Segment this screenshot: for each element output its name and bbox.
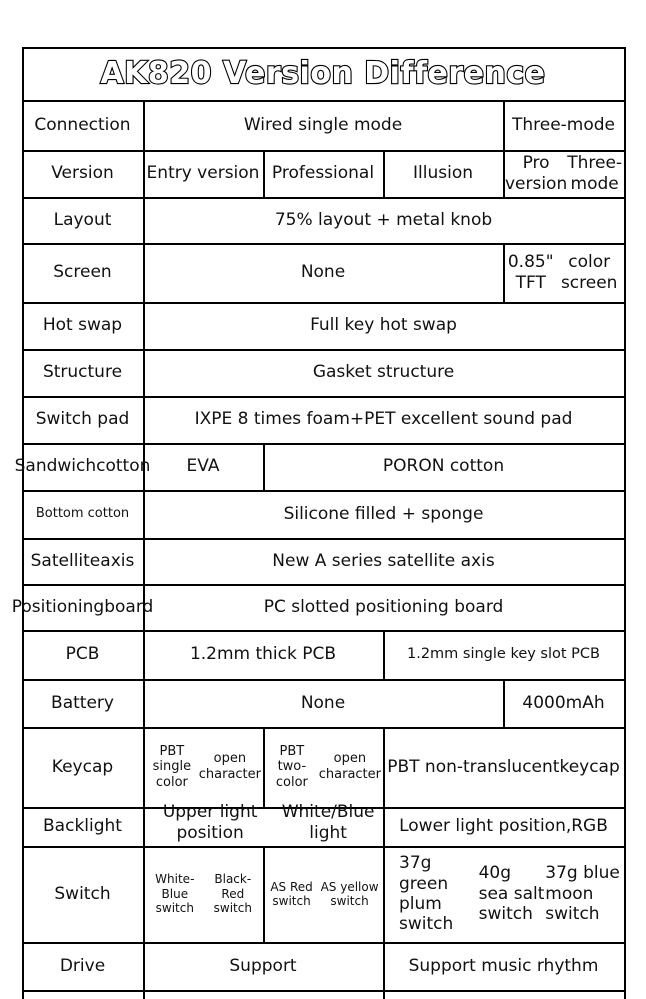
cell-version-illusion — [383, 150, 503, 197]
cell-version-entry-line-1: Entry version — [146, 163, 260, 184]
cell-keycap-single-line-2: open character — [198, 751, 262, 782]
row-label-pcb-line-1: PCB — [65, 644, 100, 665]
row-label-positioning-line-2: board — [104, 596, 154, 617]
row-label-backlight — [22, 807, 143, 846]
cell-layout-value — [143, 197, 624, 243]
cell-switch-as-line-2: AS yellow switch — [320, 879, 379, 908]
row-label-switch-pad-line-1: Switch pad — [35, 409, 130, 430]
cell-sandwich-eva — [143, 443, 263, 490]
cell-keycap-two-line-1: PBT two-color — [275, 743, 308, 790]
row-label-satellite-line-2: axis — [100, 550, 135, 571]
row-label-keycap-line-1: Keycap — [51, 756, 114, 777]
row-label-sandwich — [14, 443, 151, 490]
cell-structure-value — [143, 349, 624, 396]
cell-keycap-non-line-1: PBT non-translucent — [387, 756, 560, 777]
cell-switch-wb-line-2: Black-Red switch — [213, 872, 252, 916]
cell-pcb-slot — [383, 630, 624, 679]
cell-battery-none-line-1: None — [300, 692, 346, 713]
cell-version-professional-line-1: Professional — [271, 163, 375, 184]
cell-structure-value-line-1: Gasket structure — [312, 362, 455, 383]
row-label-backlight-line-1: Backlight — [43, 816, 122, 837]
cell-backlight-upper-line-2: White/Blue light — [281, 802, 375, 843]
row-label-keycap — [22, 727, 143, 807]
row-rule — [22, 990, 626, 992]
cell-connection-wired — [143, 100, 503, 150]
cell-backlight-upper-line-1: Upper light position — [162, 802, 258, 843]
row-label-switch — [22, 846, 143, 942]
cell-version-pro-three-line-1: Pro version — [504, 153, 568, 194]
cell-battery-value — [503, 679, 624, 727]
cell-switch-wb — [143, 846, 263, 942]
cell-switch-list — [383, 846, 624, 942]
row-label-bottom-cotton-line-1: Bottom cotton — [35, 506, 130, 522]
cell-backlight-lower — [383, 807, 624, 846]
row-label-sandwich-line-1: Sandwich — [14, 456, 97, 477]
cell-switch-list-line-3: 37g blue moon switch — [545, 863, 620, 925]
cell-keycap-two-line-2: open character — [318, 751, 382, 782]
cell-keycap-two — [263, 727, 383, 807]
cell-version-pro-three — [503, 150, 624, 197]
cell-switch-as — [263, 846, 383, 942]
cell-keycap-non — [383, 727, 624, 807]
row-label-satellite — [22, 538, 143, 584]
cell-pcb-thick — [143, 630, 383, 679]
cell-switch-list-line-1: 37g green plum switch — [399, 853, 454, 935]
cell-battery-none — [143, 679, 503, 727]
cell-drive-support-line-1: Support — [229, 955, 297, 976]
cell-hot-swap-value — [143, 302, 624, 349]
row-label-positioning — [11, 584, 154, 630]
row-label-structure-line-1: Structure — [42, 362, 123, 383]
cell-keycap-single-line-1: PBT single color — [152, 743, 192, 790]
row-label-drive-line-1: Drive — [59, 955, 106, 976]
cell-battery-value-line-1: 4000mAh — [522, 692, 605, 713]
cell-pcb-thick-line-1: 1.2mm thick PCB — [189, 644, 337, 665]
cell-connection-wired-line-1: Wired single mode — [243, 114, 403, 135]
row-label-screen — [22, 243, 143, 302]
cell-screen-none — [143, 243, 503, 302]
cell-backlight-upper — [143, 799, 383, 846]
row-label-structure — [22, 349, 143, 396]
row-label-layout-line-1: Layout — [53, 209, 112, 230]
row-label-hot-swap — [22, 302, 143, 349]
row-label-version-line-1: Version — [51, 163, 114, 184]
cell-screen-none-line-1: None — [300, 262, 346, 283]
row-label-positioning-line-1: Positioning — [11, 596, 105, 617]
cell-backlight-lower-line-1: Lower light position,RGB — [399, 816, 608, 837]
row-label-bottom-cotton — [22, 490, 143, 538]
cell-hot-swap-value-line-1: Full key hot swap — [310, 315, 457, 336]
row-label-hot-swap-line-1: Hot swap — [42, 315, 123, 336]
right-border — [624, 47, 626, 999]
cell-sandwich-eva-line-1: EVA — [186, 456, 220, 477]
row-label-layout — [22, 197, 143, 243]
table-title: AK820 Version Difference — [100, 55, 546, 91]
row-label-connection — [22, 100, 143, 150]
cell-screen-tft — [503, 243, 624, 302]
cell-connection-three-line-1: Three-mode — [511, 114, 616, 135]
cell-switch-pad-value — [143, 396, 624, 443]
row-label-version — [22, 150, 143, 197]
row-label-screen-line-1: Screen — [53, 262, 112, 283]
cell-switch-pad-value-line-1: IXPE 8 times foam+PET excellent sound pad — [194, 409, 573, 430]
cell-bottom-value-line-1: Silicone filled + sponge — [283, 503, 484, 524]
cell-sandwich-poron-line-1: PORON cotton — [382, 456, 505, 477]
row-label-sandwich-line-2: cotton — [96, 456, 151, 477]
cell-satellite-value-line-1: New A series satellite axis — [272, 550, 495, 571]
row-label-battery — [22, 679, 143, 727]
cell-connection-three — [503, 100, 624, 150]
row-label-connection-line-1: Connection — [34, 114, 131, 135]
row-label-switch-line-1: Switch — [54, 883, 111, 904]
cell-layout-value-line-1: 75% layout + metal knob — [274, 209, 493, 230]
cell-switch-list-line-2: 40g sea salt switch — [478, 863, 545, 925]
cell-drive-music-line-1: Support music rhythm — [408, 955, 599, 976]
cell-drive-music — [383, 942, 624, 990]
cell-drive-support — [143, 942, 383, 990]
row-label-pcb — [22, 630, 143, 679]
row-label-battery-line-1: Battery — [51, 692, 114, 713]
cell-positioning-value-line-1: PC slotted positioning board — [263, 596, 504, 617]
cell-keycap-non-line-2: keycap — [559, 756, 620, 777]
cell-bottom-value — [143, 490, 624, 538]
cell-keycap-single — [143, 727, 263, 807]
cell-version-illusion-line-1: Illusion — [413, 163, 473, 184]
cell-screen-tft-line-2: color screen — [560, 252, 618, 293]
cell-version-pro-three-line-2: Three-mode — [567, 153, 623, 194]
row-label-switch-pad — [22, 396, 143, 443]
cell-switch-wb-line-1: White-Blue switch — [155, 872, 195, 916]
cell-switch-as-line-1: AS Red switch — [270, 879, 313, 908]
row-label-drive — [22, 942, 143, 990]
cell-screen-tft-line-1: 0.85" TFT — [507, 252, 554, 293]
cell-sandwich-poron — [263, 443, 624, 490]
column-rule — [383, 990, 385, 999]
cell-version-professional — [263, 150, 383, 197]
cell-pcb-slot-line-1: 1.2mm single key slot PCB — [406, 645, 600, 662]
cell-positioning-value — [143, 584, 624, 630]
row-rule — [22, 47, 626, 49]
cell-satellite-value — [143, 538, 624, 584]
cell-version-entry — [143, 150, 263, 197]
row-label-satellite-line-1: Satellite — [30, 550, 101, 571]
